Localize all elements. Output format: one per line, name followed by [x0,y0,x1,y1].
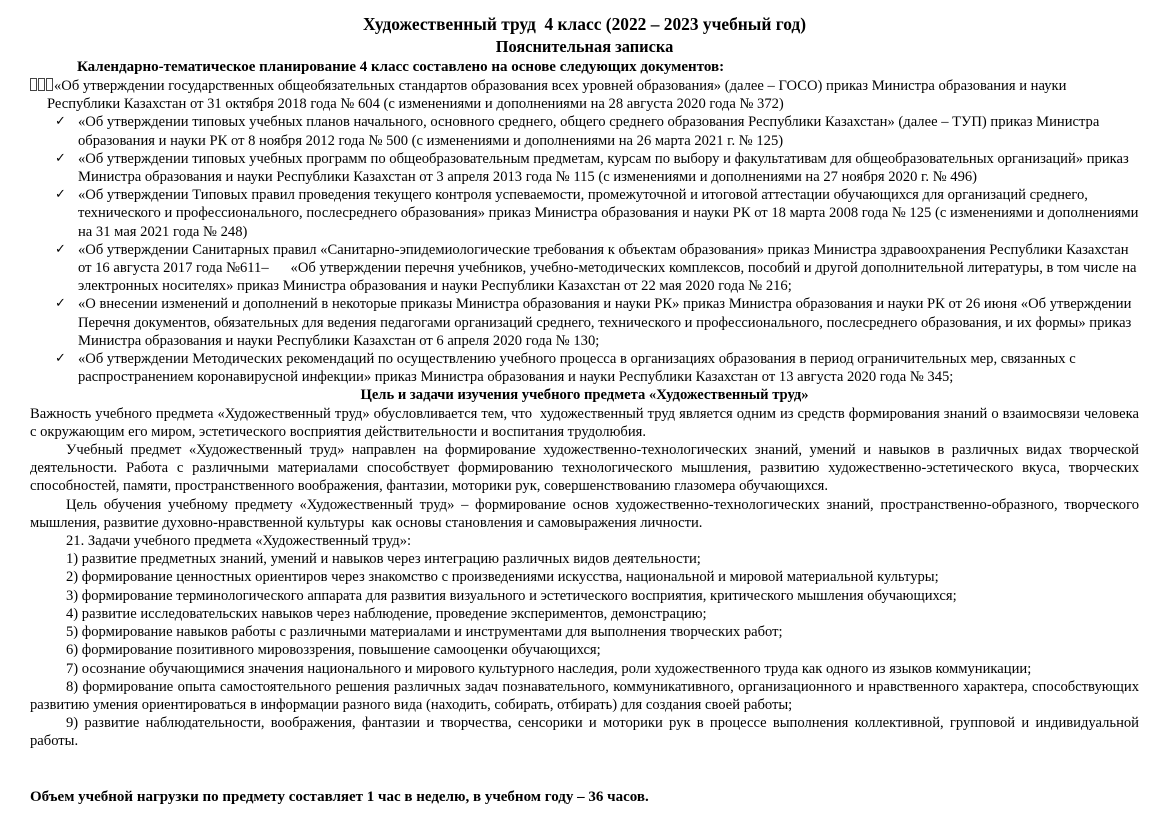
checkmark-icon: ✓ [55,187,66,203]
task-item: 1) развитие предметных знаний, умений и навыков через интеграцию различных видов деятельности; [66,551,701,568]
checklist-item [30,241,1139,296]
checklist-item [30,150,1139,186]
task-item: 5) формирование навыков работы с различными материалами и инструментами для выполнения творческих работ; [66,624,783,641]
checklist-item-text: «Об утверждении типовых учебных планов начального, основного среднего, общего среднего образования Республики Казахстан» (далее – ТУП) приказ Министра образования и науки РК от 8 ноября 2012 года № 500 (с изменениями и дополнениями на 26 марта 2021 г. № 125) [78,114,1100,149]
checklist-item [30,186,1139,241]
checkmark-icon: ✓ [55,114,66,130]
task-item: 3) формирование терминологического аппарата для развития визуального и эстетического восприятия, критического мышления обучающихся; [66,587,957,604]
checklist-item-text: «Об утверждении Санитарных правил «Санитарно-эпидемиологические требования к объектам образования» приказ Министра здравоохранения Республики Казахстан от 16 августа 2017 года №611– «Об утверждении перечня учебников, учебно-методических комплексов, пособий и другой дополнительной литературы, в том числе на электронных носителях» приказ Министра образования и науки Республики Казахстан от 22 мая 2020 года № 216; [78,241,1137,295]
paragraph: Учебный предмет «Художественный труд» направлен на формирование художественно-технологических знаний, умений и навыков в различных видах творческой деятельности. Работа с различными материалами способствует формированию технологического мышления, развитию художественно-эстетического вкуса, творческих способностей, памяти, пространственного воображения, фантазии, моторики рук, совершенствованию глазомера обучающихся. [30,442,1139,495]
checkmark-icon: ✓ [55,351,66,367]
checklist-item [30,350,1139,386]
task-item: 2) формирование ценностных ориентиров через знакомство с произведениями искусства, национальной и мировой материальной культуры; [66,569,939,586]
checklist-item-text: «Об утверждении Типовых правил проведения текущего контроля успеваемости, промежуточной и итоговой аттестации обучающихся для организаций среднего, технического и профессионального, послесреднего образования» приказ Министра образования и науки РК от 18 марта 2008 года № 125 (с изменениями и дополнениями на 31 мая 2021 года № 248) [78,187,1139,240]
task-item: 7) осознание обучающимися значения национального и мирового культурного наследия, роли художественного труда как одного из языков коммуникации; [66,660,1032,677]
intro-heading: Календарно-тематическое планирование 4 класс составлено на основе следующих документов: [77,59,725,75]
checklist-item [30,113,1139,149]
task-item: 9) развитие наблюдательности, воображения, фантазии и творчества, сенсорики и моторики рук в процессе выполнения коллективной, групповой и индивидуальной работы. [30,715,1139,750]
tasks-list [30,550,1139,750]
paragraph: Важность учебного предмета «Художественный труд» обусловливается тем, что художественный труд является одним из средств формирования знаний о взаимосвязи человека с окружающим его миром, эстетического восприятия действительности и воспитания трудолюбия. [30,405,1139,440]
missing-glyph-icon [30,78,54,94]
checkmark-icon: ✓ [55,241,66,257]
workload-note: Объем учебной нагрузки по предмету составляет 1 час в неделю, в учебном году – 36 часов. [30,788,649,805]
task-item: 8) формирование опыта самостоятельного решения различных задач познавательного, коммуникативного, организационного и нравственного характера, способствующих развитию умения ориентироваться в информации разного вида (находить, собирать, отбирать) для создания своей работы; [30,678,1139,713]
checklist-item [30,295,1139,350]
task-item: 4) развитие исследовательских навыков через наблюдение, проведение экспериментов, демонстрацию; [66,605,707,622]
checkmark-icon: ✓ [55,296,66,312]
document-list-item-text: «Об утверждении государственных общеобязательных стандартов образования всех уровней образования» (далее – ГОСО) приказ Министра образования и науки Республики Казахстан от 31 октября 2018 года № 604 (с изменениями и дополнениями на 28 августа 2020 года № 372) [47,78,1067,113]
page-title: Художественный труд 4 класс (2022 – 2023 учебный год) [362,14,807,34]
documents-checklist [30,113,1139,386]
checkmark-icon: ✓ [55,150,66,166]
checklist-item-text: «Об утверждении Методических рекомендаций по осуществлению учебного процесса в организациях образования в период ограничительных мер, связанных с распространением коронавирусной инфекции» приказ Министра образования и науки Республики Казахстан от 13 августа 2020 года № 345; [78,351,1076,386]
document-list-item-goso [30,77,1139,113]
page-subtitle: Пояснительная записка [495,37,674,56]
tasks-intro: 21. Задачи учебного предмета «Художественный труд»: [66,533,412,550]
checklist-item-text: «Об утверждении типовых учебных программ по общеобразовательным предметам, курсам по выбору и факультативам для общеобразовательных организаций» приказ Министра образования и науки Республики Казахстан от 3 апреля 2013 года № 115 (с изменениями и дополнениями на 27 ноября 2020 г. № 496) [78,150,1129,186]
task-item: 6) формирование позитивного мировоззрения, повышение самооценки обучающихся; [66,642,601,659]
section-heading-goals: Цель и задачи изучения учебного предмета «Художественный труд» [360,387,809,404]
checklist-item-text: «О внесении изменений и дополнений в некоторые приказы Министра образования и науки РК» приказ Министра образования и науки РК от 26 июня «Об утверждении Перечня документов, обязательных для ведения педагогами организаций среднего, технического и профессионального, послесреднего образования, и их формы» приказ Министра образования и науки Республики Казахстан от 6 апреля 2020 года № 130; [78,296,1132,349]
paragraph: Цель обучения учебному предмету «Художественный труд» – формирование основ художественно-технологических знаний, пространственно-образного, творческого мышления, развитие духовно-нравственной культуры как основы становления и самовыражения личности. [30,496,1139,531]
